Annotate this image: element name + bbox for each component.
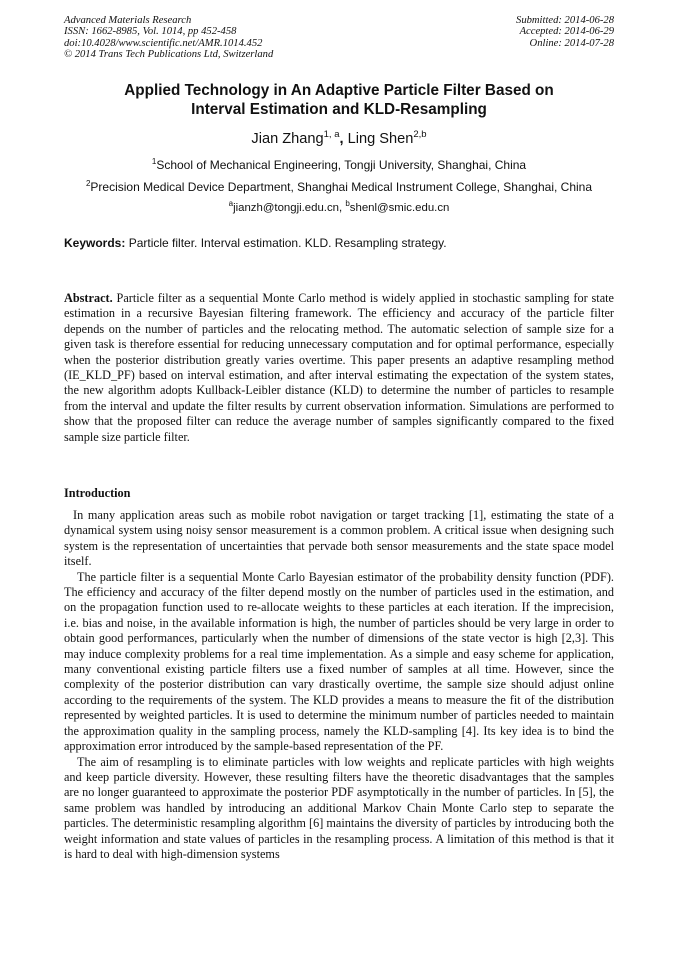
keywords-label: Keywords: — [64, 236, 126, 250]
journal-header-right — [516, 15, 614, 49]
journal-doi: doi:10.4028/www.scientific.net/AMR.1014.452 — [64, 37, 263, 49]
email-separator: , — [339, 202, 346, 214]
affiliation-text: School of Mechanical Engineering, Tongji University, Shanghai, China — [156, 158, 527, 172]
email-mark: b — [345, 199, 350, 208]
author-separator: , — [339, 131, 348, 147]
journal-issn: ISSN: 1662-8985, Vol. 1014, pp 452-458 — [64, 26, 237, 38]
journal-name: Advanced Materials Research — [64, 15, 192, 26]
email-address: shenl@smic.edu.cn — [349, 202, 450, 214]
affiliation-mark: 1 — [151, 157, 157, 166]
author-list — [64, 130, 614, 148]
journal-header-left — [64, 15, 273, 61]
online-date: Online: 2014-07-28 — [529, 37, 614, 49]
journal-copyright: © 2014 Trans Tech Publications Ltd, Switzerland — [64, 49, 274, 61]
abstract-paragraph — [64, 291, 614, 445]
author-affiliation-mark: 2,b — [413, 129, 427, 140]
abstract-label: Abstract. — [64, 291, 113, 305]
keywords-line — [64, 236, 447, 251]
affiliation-2 — [40, 180, 638, 195]
keywords-text: Particle filter. Interval estimation. KLD. Resampling strategy. — [125, 236, 447, 250]
affiliation-text: Precision Medical Device Department, Shanghai Medical Instrument College, Shanghai, China — [90, 180, 593, 194]
author-affiliation-mark: 1, a — [323, 129, 340, 140]
intro-paragraph-2: The particle filter is a sequential Monte Carlo Bayesian estimator of the probability density function (PDF). The efficiency and accuracy of the filter depend mostly on the number of particles used in the estimation, and on the propagation function used to re-allocate weights to these particles at each iteration. If the imprecision, i.e. bias and noise, in the available information is high, the number of particles should be very large in order to obtain good performances, particularly when the number of dimensions of the state vector is high [2,3]. This may induce complexity problems for a real time implementation. As a simple and easy scheme for application, many conventional existing particle filters use a fixed number of samples at all time. However, since the complexity of the posterior distribution can vary drastically overtime, the sample size should adjust online according to the requirements of the system. The KLD provides a means to measure the fit of the distribution represented by weighted particles. It is used to determine the minimum number of particles needed to maintain the approximation quality in the sampling process, namely the KLD-sampling [4]. Its key idea is to bind the approximation error introduced by the sample-based representation of the PF. — [64, 569, 614, 754]
email-address: jianzh@tongji.edu.cn — [233, 202, 339, 214]
intro-paragraph-3: The aim of resampling is to eliminate particles with low weights and replicate particles with high weights and keep particle diversity. However, these resulting filters have the theoretic disadvantages that the samples are no longer guaranteed to approximate the posterior PDF asymptotically in the number of particles. In [5], the same problem was handled by introducing an additional Markov Chain Monte Carlo step to separate the particles. The deterministic resampling algorithm [6] maintains the diversity of particles by introducing both the weight information and state values of particles in the resampling process. A limitation of this method is that it is hard to deal with high-dimension systems — [64, 754, 614, 861]
submitted-date: Submitted: 2014-06-28 — [516, 15, 614, 26]
author-name: Jian Zhang — [251, 131, 324, 147]
section-heading-introduction: Introduction — [64, 486, 131, 500]
abstract-text: Particle filter as a sequential Monte Carlo method is widely applied in stochastic sampling for state estimation in a recursive Bayesian filtering framework. The efficiency and accuracy of the particle filter depends on the number of particles and the relocating method. The automatic selection of sample size for a given task is therefore essential for reducing unnecessary computation and for optimal performance, especially when the posterior distribution greatly varies overtime. This paper presents an adaptive resampling method (IE_KLD_PF) based on interval estimation, and after interval estimating the expectation of the system states, the new algorithm adopts Kullback-Leibler distance (KLD) to determine the number of particles to resample from the interval and update the filter results by current observation information. Simulations are performed to show that the proposed filter can reduce the average number of samples significantly compared to the fixed sample size particle filter. — [64, 291, 614, 444]
accepted-date: Accepted: 2014-06-29 — [519, 26, 614, 38]
intro-paragraph-1: In many application areas such as mobile robot navigation or target tracking [1], estimating the state of a dynamical system using noisy sensor measurement is a common problem. A critical issue when designing such system is the representation of uncertainties that pervade both sensor measurements and the state space model itself. — [64, 508, 614, 569]
paper-title — [64, 81, 614, 119]
introduction-body — [64, 508, 614, 862]
author-name: Ling Shen — [347, 131, 414, 147]
affiliation-mark: 2 — [85, 179, 91, 188]
affiliation-1 — [40, 158, 638, 173]
email-mark: a — [228, 199, 234, 208]
paper-title-line-2: Interval Estimation and KLD-Resampling — [191, 101, 487, 118]
author-emails — [40, 201, 638, 216]
paper-title-line-1: Applied Technology in An Adaptive Particle Filter Based on — [124, 82, 554, 99]
